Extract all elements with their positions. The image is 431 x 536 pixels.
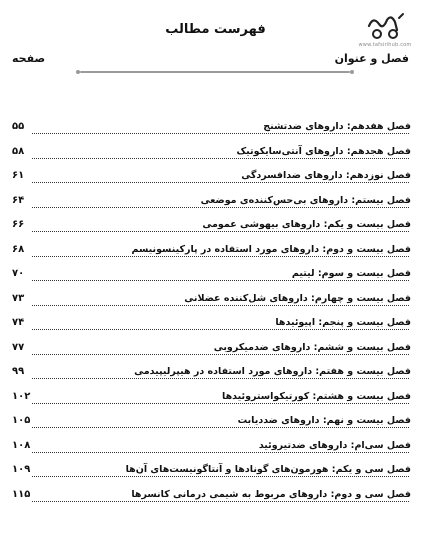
dot-leader [32,158,409,159]
toc-entry[interactable] [0,361,431,386]
dot-leader [32,256,409,257]
column-title: فصل و عنوان [334,52,409,65]
toc-entry-page: ۶۴ [12,194,25,206]
toc-entry-page: ۶۸ [12,243,25,255]
toc-entry-title: فصل بیست و نهم: داروهای ضددیابت [237,415,411,426]
toc-entry-title: فصل هجدهم: داروهای آنتی‌سایکوتیک [236,145,411,157]
toc-entry-page: ۱۰۸ [12,439,31,451]
toc-entry-title: فصل بیست و پنجم: اپیوئیدها [275,317,411,328]
toc-entry-page: ۵۵ [12,121,25,132]
logo-url: www.tafsirihub.com [358,42,412,48]
toc-entry-page: ۵۸ [12,145,25,157]
dot-leader [32,329,409,330]
dot-leader [32,133,409,134]
toc-entry[interactable] [0,435,431,460]
dot-leader [32,231,409,232]
toc-entry[interactable] [0,484,431,509]
dot-leader [32,501,409,502]
toc-entry[interactable] [0,288,431,313]
toc-entry-title: فصل بیست و هفتم: داروهای مورد استفاده در هیپرلیپیدمی [134,366,411,377]
toc-entry-title: فصل بیست و چهارم: داروهای شل‌کننده عضلانی [184,292,411,304]
toc-entry-title: فصل سی و یکم: هورمون‌های گونادها و آنتاگونیست‌های آن‌ها [125,464,411,475]
toc-entry-page: ۹۹ [12,366,25,377]
dot-leader [32,207,409,208]
dot-leader [32,476,409,477]
toc-entry-page: ۶۶ [12,219,25,230]
toc-entry-page: ۷۰ [12,268,25,279]
toc-entry-page: ۶۱ [12,170,25,181]
divider-dot [350,70,354,74]
toc-entry-title: فصل سی‌ام: داروهای ضدتیروئید [258,439,411,451]
toc-entry-page: ۷۷ [12,341,25,353]
toc-entry[interactable] [0,214,431,239]
header-divider [76,70,354,74]
toc-entry-title: فصل بیست و سوم: لیتیم [291,268,411,279]
divider-line [80,71,350,73]
toc-entry[interactable] [0,410,431,435]
dot-leader [32,378,409,379]
toc-entry[interactable] [0,165,431,190]
toc-entry-page: ۱۰۹ [12,464,31,475]
dot-leader [32,354,409,355]
toc-entry-title: فصل بیست و دوم: داروهای مورد استفاده در پارکینسونیسم [131,243,411,255]
dot-leader [32,403,409,404]
site-logo [355,12,415,56]
toc-entry[interactable] [0,116,431,141]
page-title: فهرست مطالب [165,22,266,37]
toc-entry[interactable] [0,263,431,288]
dot-leader [32,452,409,453]
toc-entry[interactable] [0,386,431,411]
dot-leader [32,280,409,281]
toc-entry-title: فصل نوزدهم: داروهای ضدافسردگی [241,170,411,181]
toc-entry-title: فصل بیست و ششم: داروهای ضدمیکروبی [213,341,411,353]
dot-leader [32,305,409,306]
toc-entry[interactable] [0,459,431,484]
toc-entry[interactable] [0,312,431,337]
toc-entry-page: ۱۱۵ [12,488,31,500]
toc-entry-title: فصل بیست و یکم: داروهای بیهوشی عمومی [202,219,411,230]
table-of-contents [0,116,431,508]
toc-entry-page: ۱۰۲ [12,390,31,402]
column-page: صفحه [12,52,46,65]
dot-leader [32,182,409,183]
toc-entry-page: ۷۳ [12,292,25,304]
toc-entry-page: ۱۰۵ [12,415,31,426]
toc-entry-title: فصل هفدهم: داروهای ضدتشنج [263,121,411,132]
toc-entry-title: فصل بیست و هشتم: کورتیکواستروئیدها [222,390,411,402]
toc-entry-title: فصل بیستم: داروهای بی‌حس‌کننده‌ی موضعی [200,194,411,206]
toc-entry[interactable] [0,239,431,264]
toc-entry-title: فصل سی و دوم: داروهای مربوط به شیمی درمانی کانسرها [131,488,411,500]
bookmark-logo-icon [363,12,407,44]
dot-leader [32,427,409,428]
toc-entry[interactable] [0,190,431,215]
toc-entry-page: ۷۴ [12,317,25,328]
toc-entry[interactable] [0,337,431,362]
toc-entry[interactable] [0,141,431,166]
